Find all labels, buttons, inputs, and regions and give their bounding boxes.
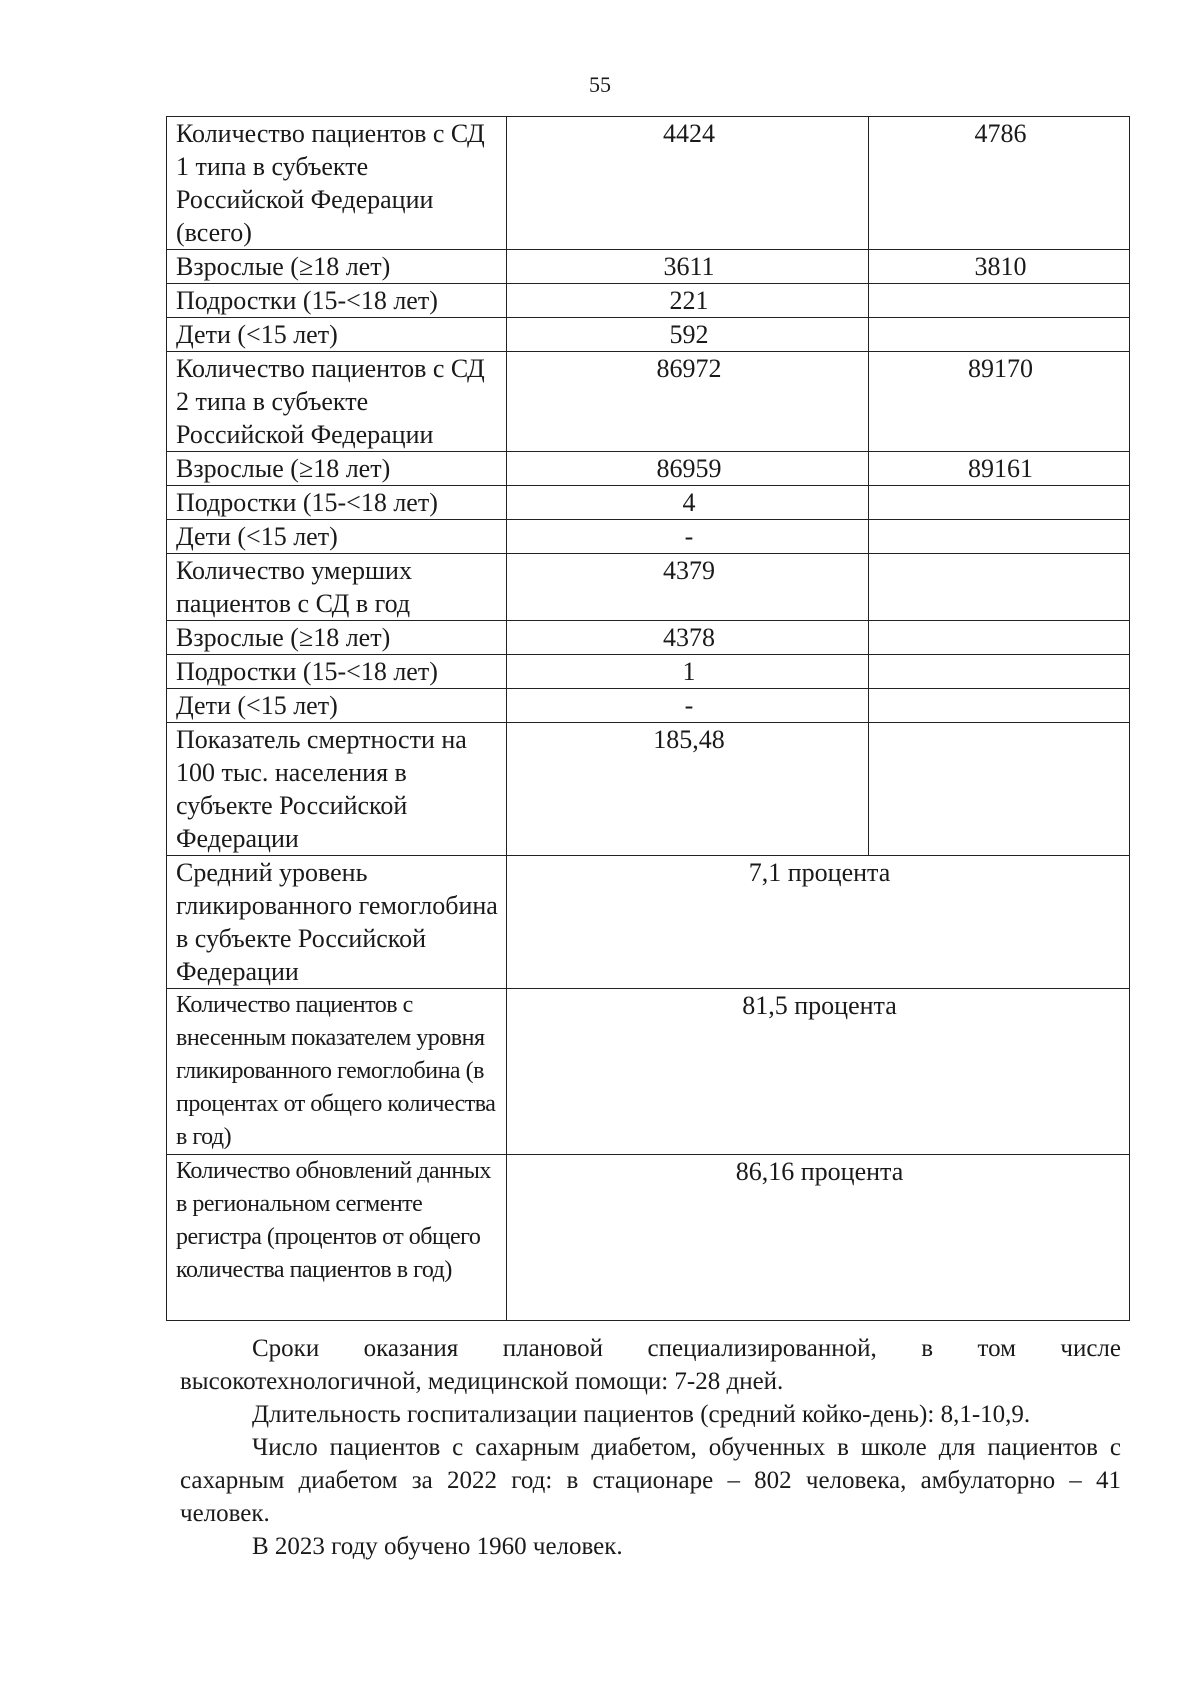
row-label: Взрослые (≥18 лет) xyxy=(167,452,507,486)
value-cell xyxy=(869,318,1130,352)
table-row xyxy=(167,989,1130,1155)
value-cell: 4 xyxy=(507,486,869,520)
table-row xyxy=(167,318,1130,352)
table-row xyxy=(167,1155,1130,1321)
value-cell xyxy=(869,554,1130,621)
value-cell xyxy=(869,655,1130,689)
table-row xyxy=(167,621,1130,655)
value-cell: 4424 xyxy=(507,117,869,250)
table-row xyxy=(167,284,1130,318)
row-label: Подростки (15-<18 лет) xyxy=(167,655,507,689)
value-cell xyxy=(869,621,1130,655)
value-cell: 89161 xyxy=(869,452,1130,486)
body-text xyxy=(180,1332,1121,1563)
page-number: 55 xyxy=(589,72,611,97)
value-cell xyxy=(869,723,1130,856)
value-cell: 1 xyxy=(507,655,869,689)
value-cell: 3810 xyxy=(869,250,1130,284)
value-cell: 592 xyxy=(507,318,869,352)
table-row xyxy=(167,520,1130,554)
merged-value-cell: 7,1 процента xyxy=(507,856,1130,989)
row-label: Количество пациентов с СД 1 типа в субъекте Российской Федерации (всего) xyxy=(167,117,507,250)
value-cell: 4379 xyxy=(507,554,869,621)
row-label: Средний уровень гликированного гемоглобина в субъекте Российской Федерации xyxy=(167,856,507,989)
value-cell xyxy=(869,689,1130,723)
value-cell: 185,48 xyxy=(507,723,869,856)
paragraph: Число пациентов с сахарным диабетом, обученных в школе для пациентов с сахарным диабетом за 2022 год: в стационаре – 802 человека, амбулаторно – 41 человек. xyxy=(180,1434,1121,1527)
diabetes-statistics-table xyxy=(166,116,1130,1321)
row-label: Дети (<15 лет) xyxy=(167,689,507,723)
table-row xyxy=(167,117,1130,250)
value-cell: 89170 xyxy=(869,352,1130,452)
table-row xyxy=(167,452,1130,486)
row-label: Показатель смертности на 100 тыс. населения в субъекте Российской Федерации xyxy=(167,723,507,856)
paragraph: Сроки оказания плановой специализированной, в том числе высокотехнологичной, медицинской помощи: 7-28 дней. xyxy=(180,1335,1121,1395)
merged-value-cell: 81,5 процента xyxy=(507,989,1130,1155)
row-label: Подростки (15-<18 лет) xyxy=(167,486,507,520)
row-label: Количество умерших пациентов с СД в год xyxy=(167,554,507,621)
value-cell: - xyxy=(507,520,869,554)
row-label: Количество пациентов с СД 2 типа в субъекте Российской Федерации xyxy=(167,352,507,452)
value-cell: 221 xyxy=(507,284,869,318)
value-cell: 86959 xyxy=(507,452,869,486)
value-cell: 86972 xyxy=(507,352,869,452)
table-row xyxy=(167,723,1130,856)
value-cell: - xyxy=(507,689,869,723)
row-label: Дети (<15 лет) xyxy=(167,318,507,352)
table-row xyxy=(167,655,1130,689)
row-label: Подростки (15-<18 лет) xyxy=(167,284,507,318)
table-row xyxy=(167,352,1130,452)
table-row xyxy=(167,554,1130,621)
merged-value-cell: 86,16 процента xyxy=(507,1155,1130,1321)
row-label: Количество обновлений данных в региональном сегменте регистра (процентов от общего количества пациентов в год) xyxy=(167,1155,507,1321)
paragraph: Длительность госпитализации пациентов (средний койко-день): 8,1-10,9. xyxy=(252,1401,1031,1428)
table-row xyxy=(167,250,1130,284)
row-label: Количество пациентов с внесенным показателем уровня гликированного гемоглобина (в процентах от общего количества в год) xyxy=(167,989,507,1155)
table-row xyxy=(167,689,1130,723)
paragraph: В 2023 году обучено 1960 человек. xyxy=(252,1533,623,1560)
value-cell xyxy=(869,486,1130,520)
row-label: Взрослые (≥18 лет) xyxy=(167,250,507,284)
row-label: Дети (<15 лет) xyxy=(167,520,507,554)
table-row xyxy=(167,856,1130,989)
value-cell: 4378 xyxy=(507,621,869,655)
value-cell: 4786 xyxy=(869,117,1130,250)
value-cell xyxy=(869,520,1130,554)
value-cell xyxy=(869,284,1130,318)
value-cell: 3611 xyxy=(507,250,869,284)
table-row xyxy=(167,486,1130,520)
row-label: Взрослые (≥18 лет) xyxy=(167,621,507,655)
